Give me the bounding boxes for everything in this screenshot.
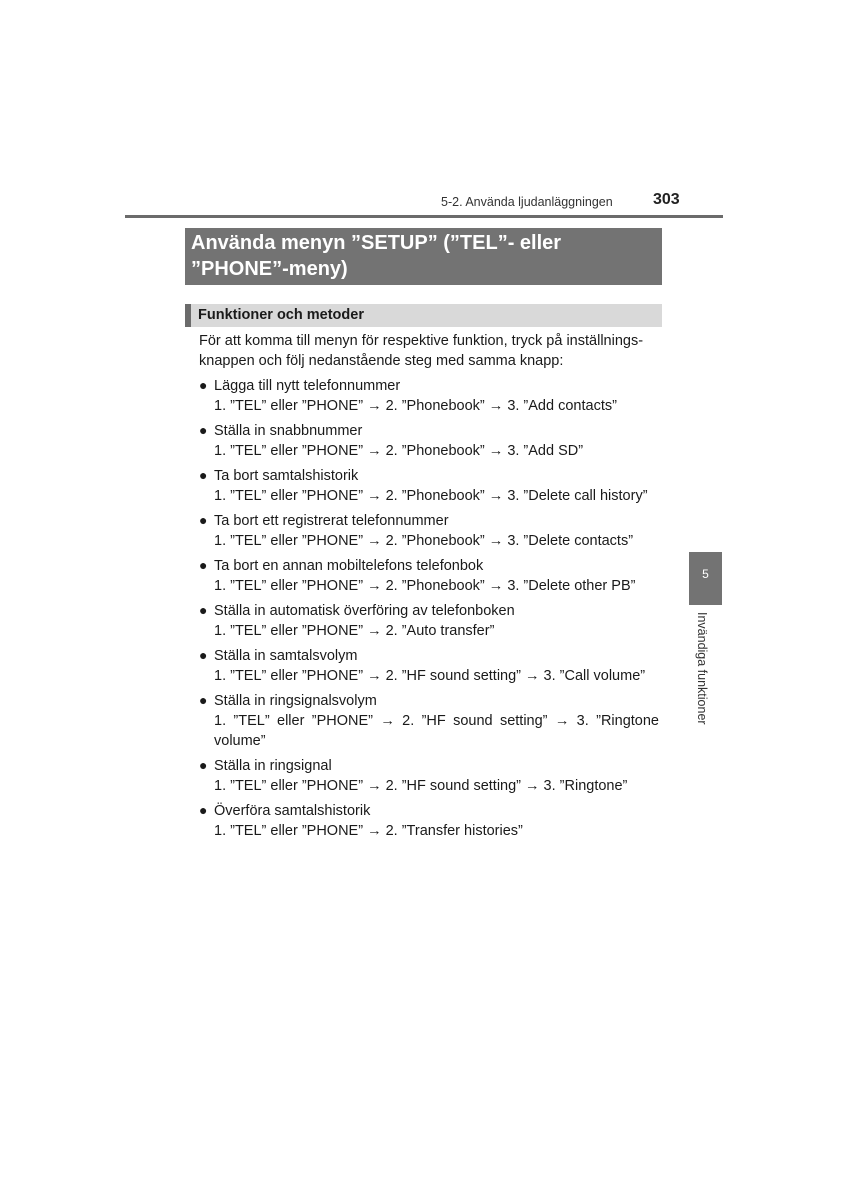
section-heading-bar (185, 304, 662, 327)
bullet-icon: ● (199, 377, 208, 393)
list-item-steps: 1. ”TEL” eller ”PHONE” → 2. ”HF sound setting” → 3. ”Call volume” (214, 668, 646, 684)
bullet-icon: ● (199, 647, 208, 663)
list-item-label: Ta bort ett registrerat telefonnummer (214, 513, 449, 529)
list-item-steps: 1. ”TEL” eller ”PHONE” → 2. ”Auto transfer” (214, 623, 495, 639)
chapter-tab (689, 552, 722, 605)
list-item-label: Ta bort en annan mobiltelefons telefonbok (214, 558, 484, 574)
header-section-title: 5-2. Använda ljudanläggningen (441, 195, 613, 209)
bullet-icon: ● (199, 692, 208, 708)
list-item (199, 690, 659, 751)
list-item-label: Överföra samtalshistorik (214, 803, 371, 819)
bullet-icon: ● (199, 467, 208, 483)
list-item-label: Ta bort samtalshistorik (214, 468, 359, 484)
list-item (199, 555, 659, 596)
header-rule (125, 215, 723, 218)
bullet-icon: ● (199, 422, 208, 438)
bullet-icon: ● (199, 557, 208, 573)
list-item-steps: 1. ”TEL” eller ”PHONE” → 2. ”Phonebook” → 3. ”Delete other PB” (214, 578, 636, 594)
page-number: 303 (653, 191, 680, 208)
list-item-steps: 1. ”TEL” eller ”PHONE” → 2. ”Phonebook” → 3. ”Add contacts” (214, 398, 617, 414)
list-item-label: Ställa in automatisk överföring av telefonboken (214, 603, 515, 619)
list-item (199, 800, 659, 841)
list-item (199, 645, 659, 686)
list-item-label: Ställa in samtalsvolym (214, 648, 358, 664)
list-item-label: Ställa in ringsignalsvolym (214, 693, 377, 709)
list-item-steps: 1. ”TEL” eller ”PHONE” → 2. ”HF sound setting” → 3. ”Ringtone volume” (214, 713, 659, 749)
page-title-line-1: Använda menyn ”SETUP” (”TEL”- eller (191, 232, 562, 254)
list-item (199, 755, 659, 796)
list-item-steps: 1. ”TEL” eller ”PHONE” → 2. ”Phonebook” → 3. ”Delete contacts” (214, 533, 634, 549)
list-item (199, 465, 659, 506)
bullet-icon: ● (199, 512, 208, 528)
list-item-label: Ställa in ringsignal (214, 758, 332, 774)
list-item-label: Ställa in snabbnummer (214, 423, 363, 439)
bullet-icon: ● (199, 757, 208, 773)
list-item-steps: 1. ”TEL” eller ”PHONE” → 2. ”Phonebook” → 3. ”Delete call history” (214, 488, 648, 504)
list-item (199, 420, 659, 461)
list-item-label: Lägga till nytt telefonnummer (214, 378, 401, 394)
section-content (199, 331, 659, 845)
list-item (199, 600, 659, 641)
section-heading-accent (185, 304, 191, 327)
list-item-steps: 1. ”TEL” eller ”PHONE” → 2. ”Phonebook” → 3. ”Add SD” (214, 443, 584, 459)
page-title (185, 228, 662, 285)
list-item-steps: 1. ”TEL” eller ”PHONE” → 2. ”HF sound setting” → 3. ”Ringtone” (214, 778, 628, 794)
list-item (199, 375, 659, 416)
page-title-line-2: ”PHONE”-meny) (191, 258, 348, 280)
list-item (199, 510, 659, 551)
chapter-label: Invändiga funktioner (695, 612, 709, 725)
intro-paragraph: För att komma till menyn för respektive funktion, tryck på inställnings-knappen och följ nedanstående steg med samma knapp: (199, 333, 644, 369)
bullet-icon: ● (199, 802, 208, 818)
list-item-steps: 1. ”TEL” eller ”PHONE” → 2. ”Transfer histories” (214, 823, 523, 839)
chapter-number: 5 (702, 567, 709, 581)
section-heading: Funktioner och metoder (198, 307, 364, 323)
bullet-icon: ● (199, 602, 208, 618)
